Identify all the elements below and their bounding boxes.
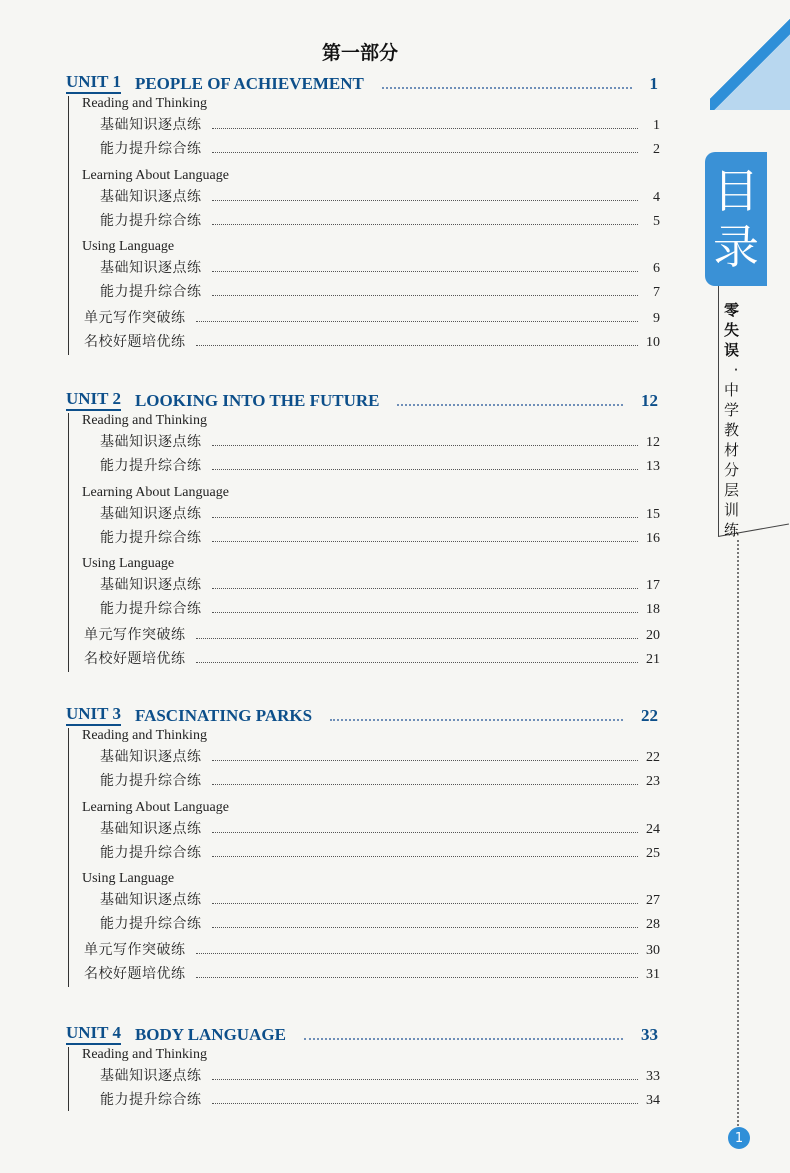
toc-entry[interactable] [100,138,660,158]
dot-leader [212,588,639,589]
dot-leader [212,612,639,613]
unit-heading-1[interactable] [66,70,658,94]
entry-page: 5 [653,213,660,229]
dot-leader [212,541,639,542]
entry-page: 13 [646,459,660,474]
entry-page: 4 [653,189,660,205]
entry-page: 6 [653,261,660,276]
brand-name: 零失误 [724,301,740,359]
dot-leader [196,953,639,954]
dot-leader [212,903,639,904]
entry-page: 23 [646,774,660,789]
toc-entry-extra[interactable] [84,624,660,644]
brand-dot: · [733,361,739,379]
entry-label: 基础知识逐点练 [100,577,202,593]
part-heading: 第一部分 [321,42,398,64]
entry-label: 能力提升综合练 [100,529,202,546]
entry-label: 名校好题培优练 [84,650,186,667]
unit-number: UNIT 3 [66,704,121,726]
toc-entry[interactable] [100,257,660,277]
section-title: Reading and Thinking [82,413,207,428]
entry-label: 名校好题培优练 [84,333,186,350]
toc-entry[interactable] [100,842,660,862]
entry-page: 1 [653,118,660,133]
toc-entry[interactable] [100,889,660,909]
corner-decoration [710,0,790,110]
toc-entry-extra[interactable] [84,939,660,959]
entry-label: 单元写作突破练 [84,941,186,958]
unit-page: 22 [641,706,658,725]
dot-leader [196,662,639,663]
entry-page: 30 [646,942,660,958]
toc-entry[interactable] [100,527,660,547]
dot-leader [212,200,639,201]
dot-leader [212,445,639,446]
entry-label: 基础知识逐点练 [100,188,202,205]
entry-page: 27 [646,893,660,908]
entry-page: 12 [646,435,660,450]
section-title: Reading and Thinking [82,728,207,743]
contents-char-1: 目 [713,164,759,218]
toc-entry[interactable] [100,210,660,230]
dot-leader [212,295,639,296]
toc-entry[interactable] [100,281,660,301]
page-number: 1 [728,1127,750,1149]
entry-label: 能力提升综合练 [100,844,202,861]
entry-page: 33 [646,1069,660,1084]
toc-entry[interactable] [100,455,660,475]
entry-page: 20 [646,627,660,643]
entry-label: 能力提升综合练 [100,773,202,789]
unit-bracket [68,96,69,355]
entry-page: 15 [646,506,660,522]
toc-entry-extra[interactable] [84,331,660,351]
unit-number: UNIT 4 [66,1023,121,1045]
unit-heading-3[interactable] [66,702,658,726]
dot-leader [212,784,639,785]
entry-label: 能力提升综合练 [100,141,202,157]
unit-heading-4[interactable] [66,1021,658,1045]
entry-label: 基础知识逐点练 [100,749,202,765]
entry-page: 7 [653,285,660,300]
dot-leader [212,856,639,857]
dot-leader [212,1079,639,1080]
toc-entry[interactable] [100,818,660,838]
dot-leader [196,977,639,978]
entry-page: 28 [646,917,660,932]
toc-entry[interactable] [100,1065,660,1085]
unit-title: BODY LANGUAGE [134,1025,286,1044]
unit-bracket [68,1047,69,1111]
dot-leader [212,469,639,470]
entry-label: 能力提升综合练 [100,601,202,617]
unit-number: UNIT 1 [66,72,121,94]
entry-page: 16 [646,530,660,546]
toc-entry[interactable] [100,503,660,523]
toc-entry[interactable] [100,431,660,451]
entry-label: 能力提升综合练 [100,1092,202,1108]
unit-bracket [68,728,69,987]
toc-entry-extra[interactable] [84,648,660,668]
entry-label: 能力提升综合练 [100,916,202,932]
series-name: 中学教材分层训练 [724,381,740,539]
toc-entry[interactable] [100,186,660,206]
entry-page: 18 [646,602,660,617]
dot-leader [212,271,639,272]
entry-label: 基础知识逐点练 [100,117,202,133]
unit-title: LOOKING INTO THE FUTURE [134,391,380,410]
toc-entry[interactable] [100,1089,660,1109]
entry-label: 基础知识逐点练 [100,434,202,450]
side-dotted-line [737,540,739,1130]
series-title [724,300,748,540]
toc-entry[interactable] [100,114,660,134]
dot-leader [212,517,639,518]
contents-char-2: 录 [713,220,759,274]
entry-page: 31 [646,966,660,982]
entry-label: 基础知识逐点练 [100,260,202,276]
entry-page: 24 [646,821,660,837]
section-title: Reading and Thinking [82,1047,207,1062]
dot-leader [196,345,639,346]
entry-page: 21 [646,651,660,667]
section-title: Using Language [82,871,175,886]
entry-label: 名校好题培优练 [84,965,186,982]
dot-leader [212,760,639,761]
dot-leader [196,321,639,322]
contents-tab [705,152,767,286]
entry-label: 基础知识逐点练 [100,505,202,522]
dot-leader [212,128,639,129]
entry-page: 25 [646,845,660,861]
unit-page: 1 [649,74,658,93]
section-title: Learning About Language [82,799,229,815]
toc-entry[interactable] [100,574,660,594]
dot-leader [212,1103,639,1104]
section-title: Learning About Language [82,484,229,500]
entry-page: 22 [646,750,660,765]
entry-page: 9 [653,310,660,326]
section-title: Using Language [82,556,175,571]
toc-entry[interactable] [100,598,660,618]
dot-leader [382,87,632,89]
entry-label: 基础知识逐点练 [100,820,202,837]
unit-number: UNIT 2 [66,389,121,411]
toc-entry[interactable] [100,746,660,766]
dot-leader [212,152,639,153]
dot-leader [304,1038,623,1040]
side-divider [718,286,719,536]
toc-entry-extra[interactable] [84,307,660,327]
unit-bracket [68,413,69,672]
unit-page: 12 [641,391,658,410]
entry-label: 能力提升综合练 [100,284,202,300]
dot-leader [397,404,623,406]
section-title: Using Language [82,239,175,254]
toc-entry[interactable] [100,913,660,933]
entry-label: 能力提升综合练 [100,212,202,229]
entry-label: 能力提升综合练 [100,458,202,474]
entry-page: 10 [646,334,660,350]
dot-leader [212,224,639,225]
entry-label: 基础知识逐点练 [100,1068,202,1084]
entry-label: 单元写作突破练 [84,626,186,643]
entry-label: 单元写作突破练 [84,309,186,326]
dot-leader [330,719,623,721]
entry-label: 基础知识逐点练 [100,892,202,908]
entry-page: 34 [646,1093,660,1108]
dot-leader [212,927,639,928]
unit-title: PEOPLE OF ACHIEVEMENT [134,74,364,93]
entry-page: 17 [646,578,660,593]
unit-heading-2[interactable] [66,387,658,411]
toc-entry-extra[interactable] [84,963,660,983]
dot-leader [196,638,639,639]
unit-title: FASCINATING PARKS [134,706,313,725]
section-title: Learning About Language [82,167,229,183]
unit-page: 33 [641,1025,658,1044]
dot-leader [212,832,639,833]
section-title: Reading and Thinking [82,96,207,111]
toc-entry[interactable] [100,770,660,790]
entry-page: 2 [653,142,660,157]
